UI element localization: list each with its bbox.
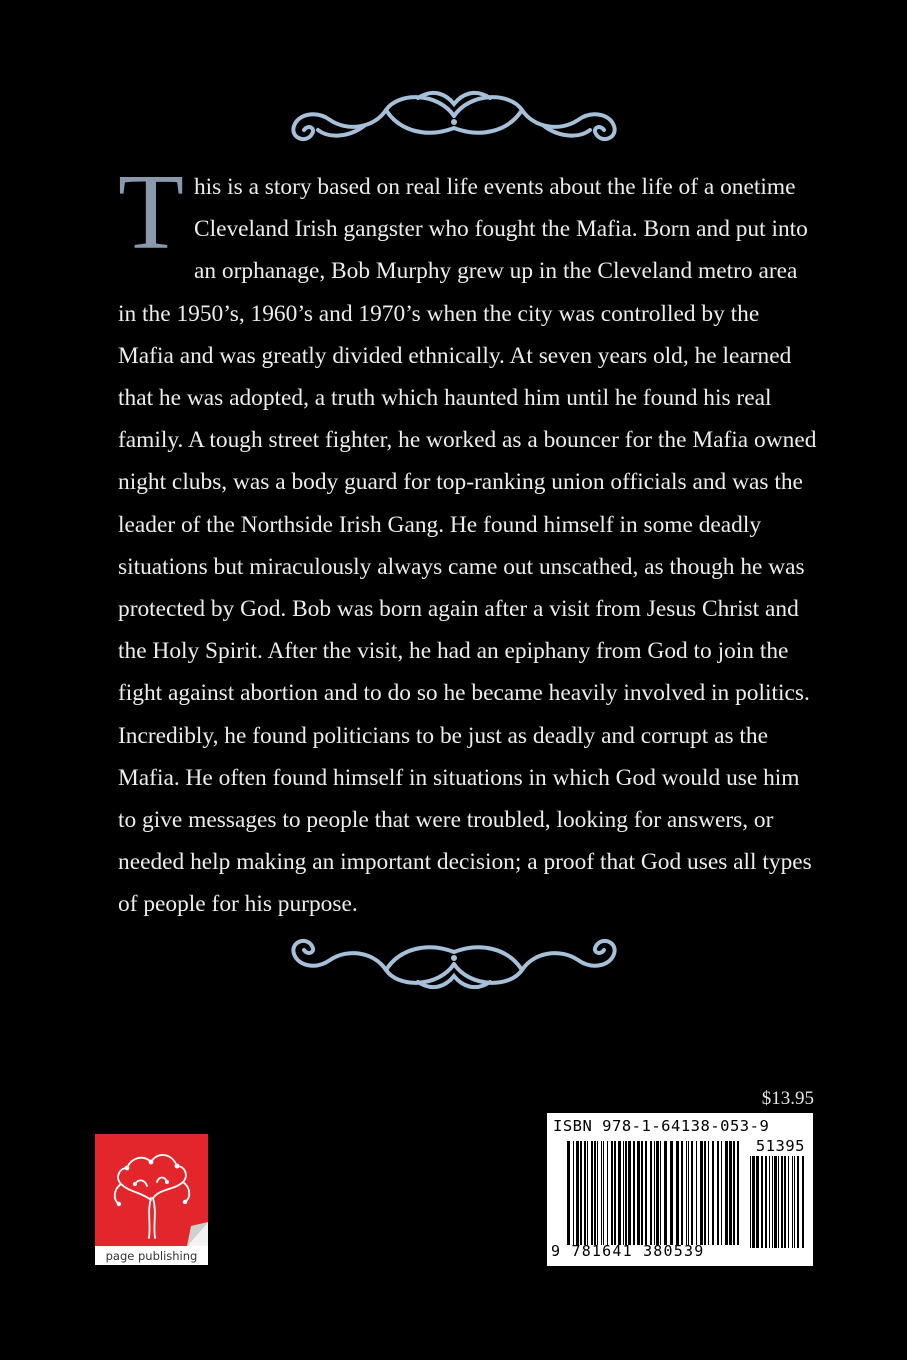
barcode-bar — [708, 1141, 709, 1245]
barcode-bar — [765, 1156, 767, 1248]
publisher-logo — [95, 1134, 208, 1265]
scroll-flourish-icon — [268, 930, 640, 994]
barcode-bar — [584, 1141, 586, 1245]
barcode-bar — [614, 1141, 616, 1245]
blurb-text: his is a story based on real life events about the life of a onetime Cleveland Irish gangster who fought the Mafia. Born and put into an orphanage, Bob Murphy grew up in the Cleveland metro area in the 1950’s, 1960’s and 1970’s when the city was controlled by the Mafia and was greatly divided ethnically. At seven years old, he learned that he was adopted, a truth which haunted him until he found his real family. A tough street fighter, he worked as a bouncer for the Mafia owned night clubs, was a body guard for top-ranking union officials and was the leader of the Northside Irish Gang. He found himself in some deadly situations but miraculously always came out unscathed, as though he was protected by God. Bob was born again after a visit from Jesus Christ and the Holy Spirit. After the visit, he had an epiphany from God to join the fight against abortion and to do so he became heavily involved in politics. Incredibly, he found politicians to be just as deadly and corrupt as the Mafia. He often found himself in situations in which God would use him to give messages to people that were troubled, looking for answers, or needed help making an important decision; a proof that God uses all types of people for his purpose. — [118, 174, 817, 918]
tree-logo-icon — [95, 1134, 208, 1246]
barcode-bar — [772, 1156, 773, 1248]
barcode-bar — [645, 1141, 647, 1245]
barcode-bar — [700, 1141, 703, 1245]
barcode-bar — [750, 1156, 751, 1248]
barcode-bar — [721, 1141, 722, 1245]
barcode-bar — [797, 1156, 799, 1248]
barcode-bar — [756, 1156, 759, 1248]
barcode-bar — [641, 1141, 643, 1245]
barcode-bar — [761, 1156, 763, 1248]
supplement-bars — [750, 1156, 806, 1248]
barcode-bar — [580, 1141, 582, 1245]
barcode-bar — [676, 1141, 679, 1245]
barcode-bar — [587, 1141, 588, 1245]
barcode-bar — [591, 1141, 593, 1245]
publisher-name: page publishing — [105, 1249, 198, 1263]
isbn-barcode — [547, 1113, 813, 1266]
barcode-bar — [691, 1141, 693, 1245]
ean-digits: 9 781641 380539 — [551, 1242, 705, 1260]
barcode-bar — [637, 1141, 640, 1245]
barcode-bar — [712, 1141, 714, 1245]
ean-bars — [567, 1141, 741, 1245]
barcode-bar — [794, 1156, 795, 1248]
barcode-bar — [594, 1141, 596, 1245]
barcode-bar — [628, 1141, 631, 1245]
barcode-bar — [802, 1156, 804, 1248]
barcode-bar — [654, 1141, 655, 1245]
barcode-bar — [623, 1141, 624, 1245]
scroll-flourish-icon — [268, 86, 640, 150]
barcode-bar — [788, 1156, 789, 1248]
barcode-bar — [688, 1141, 689, 1245]
barcode-bar — [633, 1141, 635, 1245]
price-label: $13.95 — [761, 1088, 814, 1109]
barcode-bar — [769, 1156, 770, 1248]
barcode-bar — [611, 1141, 613, 1245]
barcode-bar — [781, 1156, 783, 1248]
barcode-bar — [660, 1141, 661, 1245]
barcode-bar — [696, 1141, 697, 1245]
barcode-bar — [650, 1141, 652, 1245]
barcode-bar — [729, 1141, 732, 1245]
barcode-bar — [567, 1141, 570, 1245]
barcode-bar — [597, 1141, 598, 1245]
barcode-bar — [576, 1141, 579, 1245]
barcode-bar — [725, 1141, 728, 1245]
isbn-label: ISBN 978-1-64138-053-9 — [553, 1117, 770, 1135]
barcode-bar — [774, 1156, 777, 1248]
barcode-bar — [601, 1141, 602, 1245]
barcode-bar — [778, 1156, 779, 1248]
barcode-bar — [573, 1141, 574, 1245]
drop-cap: T — [118, 153, 184, 272]
barcode-bar — [607, 1141, 608, 1245]
barcode-bar — [656, 1141, 659, 1245]
book-blurb — [118, 153, 818, 926]
barcode-bar — [752, 1156, 755, 1248]
barcode-bar — [603, 1141, 604, 1245]
barcode-bar — [704, 1141, 706, 1245]
barcode-bar — [733, 1141, 735, 1245]
barcode-bar — [792, 1156, 793, 1248]
barcode-bar — [686, 1141, 687, 1245]
barcode-bar — [717, 1141, 719, 1245]
barcode-bar — [625, 1141, 627, 1245]
barcode-bar — [737, 1141, 739, 1245]
price-code: 51395 — [755, 1137, 805, 1155]
barcode-bar — [618, 1141, 621, 1245]
barcode-bar — [670, 1141, 673, 1245]
barcode-bar — [681, 1141, 683, 1245]
barcode-bar — [664, 1141, 667, 1245]
barcode-bar — [784, 1156, 786, 1248]
